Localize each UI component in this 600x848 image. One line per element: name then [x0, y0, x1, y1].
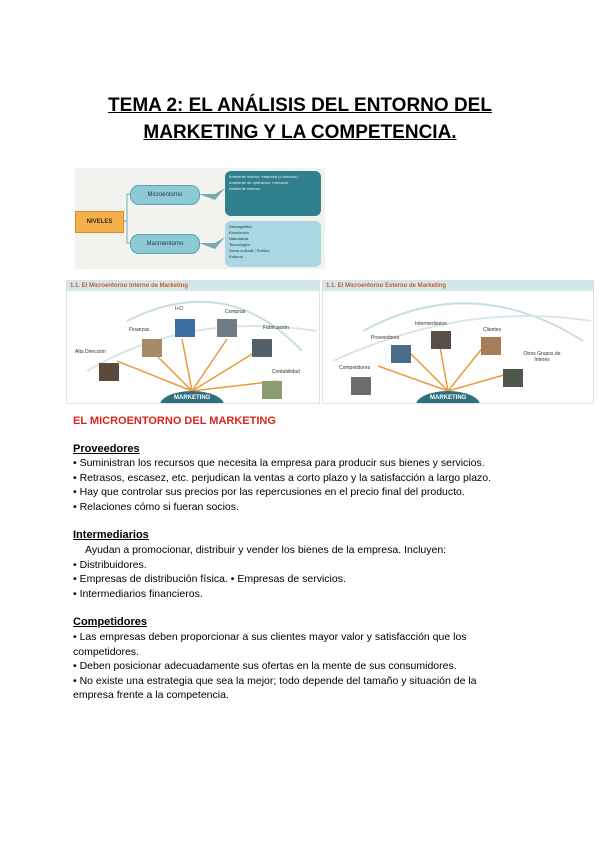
- micro-item: Ambiente interno: empresa (o entorno): [229, 174, 298, 179]
- slide-heading: 1.1. El Microentorno Interno de Marketing: [67, 281, 319, 291]
- text-line: • Deben posicionar adecuadamente sus ofertas en la mente de sus consumidores.: [73, 660, 457, 672]
- macro-item: Tecnológico: [229, 242, 251, 247]
- heading-proveedores: Proveedores: [73, 443, 140, 455]
- slide-heading: 1.1. El Microentorno Externo de Marketing: [323, 281, 593, 291]
- microentorno-details: [225, 171, 321, 216]
- text-line: competidores.: [73, 645, 139, 658]
- photo-icon: [503, 369, 523, 387]
- photo-icon: [217, 319, 237, 337]
- marketing-center: MARKETING: [430, 395, 467, 401]
- text-line: • Retrasos, escasez, etc. perjudican la ventas a corto plazo y la satisfacción a largo plazo.: [73, 471, 492, 484]
- photo-icon: [252, 339, 272, 357]
- photo-icon: [351, 377, 371, 395]
- macro-item: Demográfico: [229, 224, 252, 229]
- photo-icon: [262, 381, 282, 399]
- text-line: • Empresas de distribución física. • Empresas de servicios.: [73, 573, 346, 585]
- section-title: EL MICROENTORNO DEL MARKETING: [73, 415, 276, 427]
- external-microenvironment-slide: [322, 280, 594, 404]
- label-compras: Compras: [225, 309, 246, 315]
- photo-icon: [99, 363, 119, 381]
- marketing-center: MARKETING: [174, 395, 211, 401]
- proveedores-list: [73, 456, 543, 514]
- photo-icon: [391, 345, 411, 363]
- heading-intermediarios: Intermediarios: [73, 529, 149, 541]
- microentorno-node: Microentorno: [130, 185, 200, 205]
- label-intermediarios: Intermediarios: [415, 321, 447, 327]
- macro-item: Socio-cultural / Político: [229, 248, 270, 253]
- macro-item: Económico: [229, 230, 249, 235]
- text-line: • Relaciones cómo si fueran socios.: [73, 500, 239, 513]
- text-line: • Las empresas deben proporcionar a sus clientes mayor valor y satisfacción que los: [73, 631, 467, 643]
- internal-microenvironment-slide: [66, 280, 320, 404]
- label-competidores: Competidores: [339, 365, 371, 371]
- micro-item: Ambiente de operación: mercado: [229, 180, 288, 185]
- text-line: • Intermediarios financieros.: [73, 587, 203, 600]
- label-fabricacion: Fabricación: [263, 325, 289, 331]
- title-line-1: TEMA 2: EL ANÁLISIS DEL ENTORNO DEL: [108, 95, 492, 116]
- text-line: • Hay que controlar sus precios por las repercusiones en el precio final del producto.: [73, 486, 465, 498]
- text-line: empresa frente a la competencia.: [73, 689, 229, 701]
- text-line: • No existe una estrategia que sea la mejor; todo depende del tamaño y situación de la: [73, 674, 477, 687]
- title-line-2: MARKETING Y LA COMPETENCIA.: [143, 122, 457, 143]
- macroentorno-details: [225, 221, 321, 267]
- label-clientes: Clientes: [483, 327, 502, 333]
- photo-icon: [175, 319, 195, 337]
- micro-item: Ambiente externo: [229, 186, 261, 191]
- label-proveedores: Proveedores: [371, 335, 400, 341]
- levels-diagram: [75, 168, 325, 269]
- levels-node: NIVELES: [75, 211, 124, 233]
- label-id: I+D: [175, 306, 183, 312]
- photo-icon: [431, 331, 451, 349]
- heading-competidores: Competidores: [73, 616, 147, 628]
- label-finanzas: Finanzas: [129, 327, 150, 333]
- label-contabilidad: Contabilidad: [272, 369, 300, 375]
- text-line: Ayudan a promocionar, distribuir y vender los bienes de la empresa. Incluyen:: [85, 544, 447, 556]
- macro-item: Entorno: [229, 254, 244, 259]
- photo-icon: [481, 337, 501, 355]
- competidores-list: [73, 630, 543, 703]
- label-otros-grupos: Otros Grupos de Interés: [523, 351, 561, 363]
- text-line: • Suministran los recursos que necesita la empresa para producir sus bienes y servicios.: [73, 457, 485, 469]
- intermediarios-list: [73, 543, 543, 601]
- label-alta-direccion: Alta Dirección: [75, 349, 106, 355]
- text-line: • Distribuidores.: [73, 558, 147, 571]
- photo-icon: [142, 339, 162, 357]
- macro-item: Naturaleza: [229, 236, 249, 241]
- document-title: [0, 92, 600, 146]
- macroentorno-node: Macroentorno: [130, 234, 200, 254]
